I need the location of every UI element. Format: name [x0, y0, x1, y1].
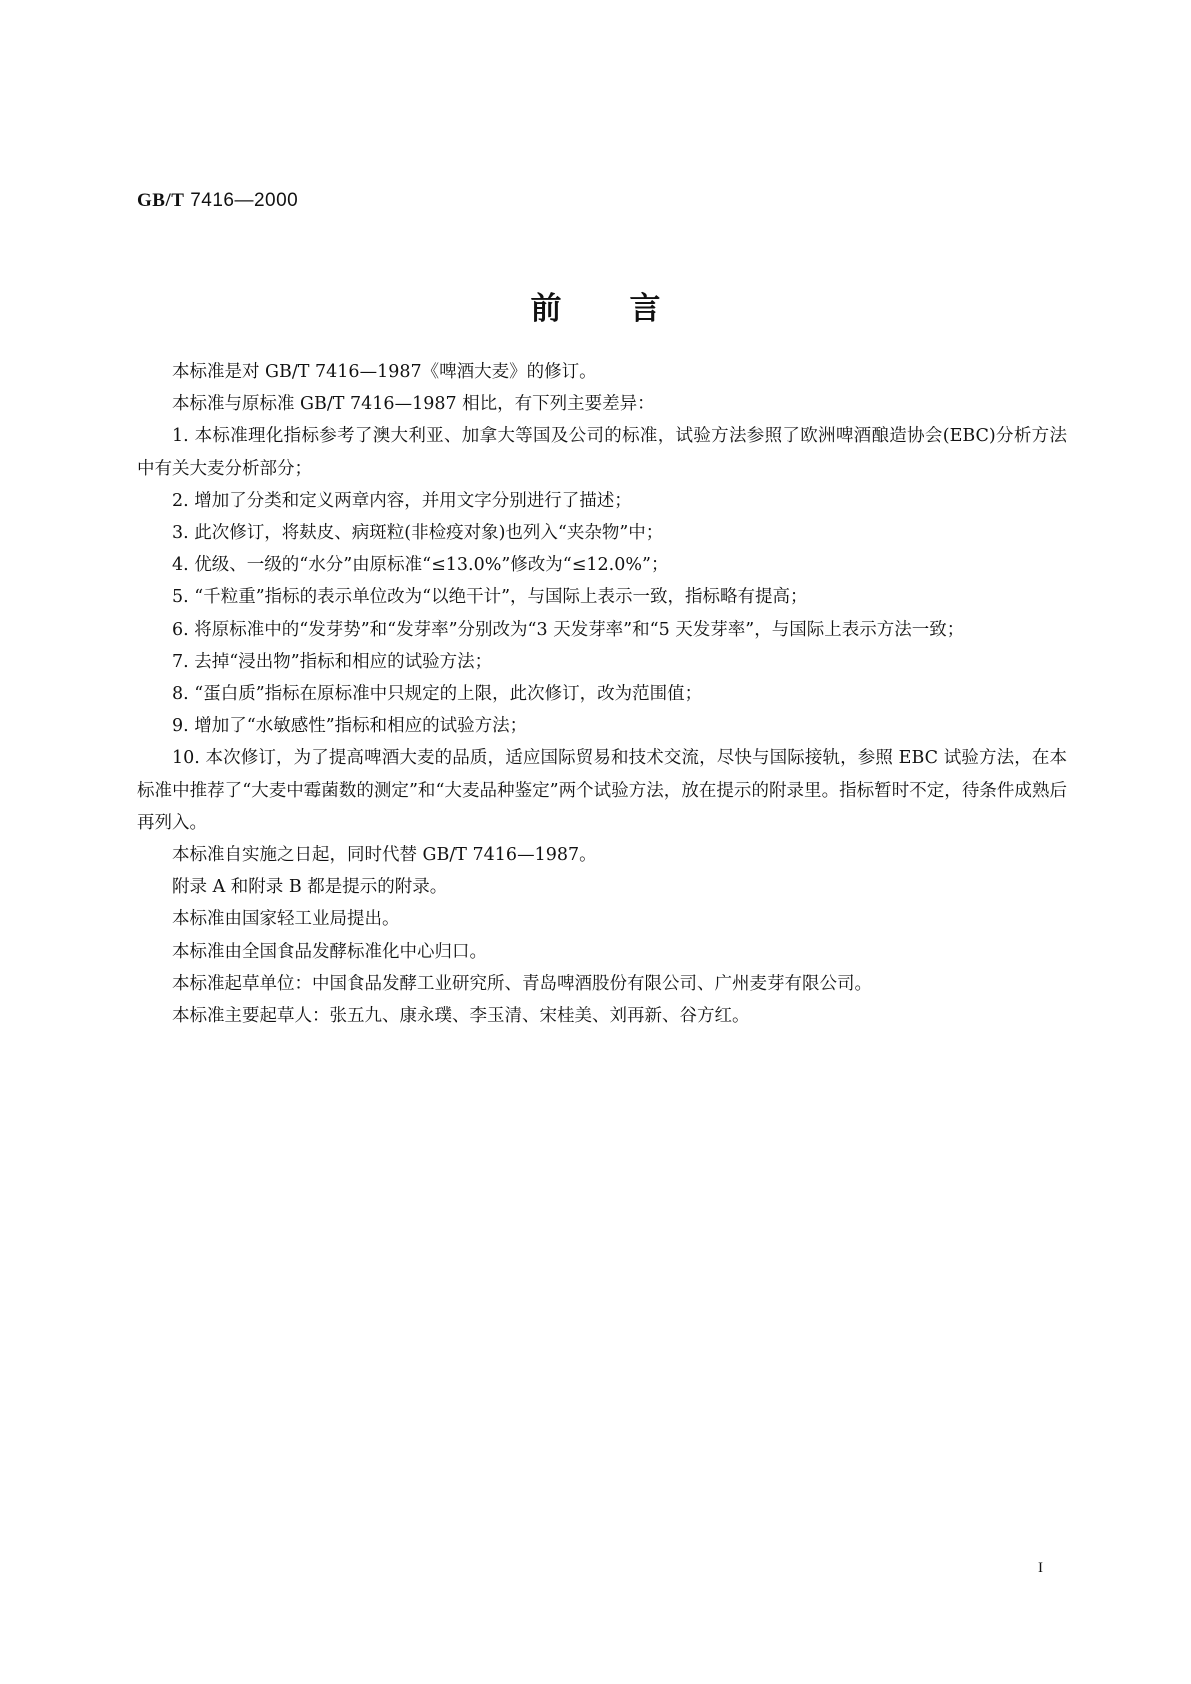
list-item: 5. “千粒重”指标的表示单位改为“以绝干计”，与国际上表示一致，指标略有提高； [172, 587, 808, 608]
list-item: 8. “蛋白质”指标在原标准中只规定的上限，此次修订，改为范围值； [172, 684, 703, 705]
paragraph: 附录 A 和附录 B 都是提示的附录。 [172, 877, 448, 898]
foreword-body [137, 356, 1067, 1032]
paragraph: 本标准由国家轻工业局提出。 [172, 909, 400, 930]
standard-number: 7416—2000 [190, 190, 299, 211]
list-item: 7. 去掉“浸出物”指标和相应的试验方法； [172, 651, 493, 672]
paragraph: 本标准起草单位：中国食品发酵工业研究所、青岛啤酒股份有限公司、广州麦芽有限公司。 [172, 973, 872, 994]
paragraph: 本标准与原标准 GB/T 7416—1987 相比，有下列主要差异： [172, 394, 655, 415]
list-item: 10. 本次修订，为了提高啤酒大麦的品质，适应国际贸易和技术交流，尽快与国际接轨，参照 EBC 试验方法，在本标准中推荐了“大麦中霉菌数的测定”和“大麦品种鉴定”两个试验方法，放在提示的附录里。指标暂时不定，待条件成熟后再列入。 [137, 748, 1067, 833]
page-number: I [1038, 1560, 1043, 1576]
paragraph: 本标准由全国食品发酵标准化中心归口。 [172, 941, 487, 962]
list-item: 1. 本标准理化指标参考了澳大利亚、加拿大等国及公司的标准，试验方法参照了欧洲啤酒酿造协会(EBC)分析方法中有关大麦分析部分； [137, 426, 1067, 479]
list-item: 9. 增加了“水敏感性”指标和相应的试验方法； [172, 716, 528, 737]
page-title: 前言 [530, 291, 729, 327]
list-item: 4. 优级、一级的“水分”由原标准“≤13.0%”修改为“≤12.0%”； [172, 555, 669, 576]
standard-prefix: GB/T [137, 190, 185, 211]
list-item: 6. 将原标准中的“发芽势”和“发芽率”分别改为“3 天发芽率”和“5 天发芽率”，与国际上表示方法一致； [172, 619, 965, 640]
paragraph: 本标准自实施之日起，同时代替 GB/T 7416—1987。 [172, 845, 597, 866]
paragraph: 本标准是对 GB/T 7416—1987《啤酒大麦》的修订。 [172, 362, 597, 382]
paragraph: 本标准主要起草人：张五九、康永璞、李玉清、宋桂美、刘再新、谷方红。 [172, 1006, 750, 1027]
list-item: 2. 增加了分类和定义两章内容，并用文字分别进行了描述； [172, 490, 632, 511]
standard-code [137, 190, 298, 212]
list-item: 3. 此次修订，将麸皮、病斑粒(非检疫对象)也列入“夹杂物”中； [172, 523, 664, 544]
